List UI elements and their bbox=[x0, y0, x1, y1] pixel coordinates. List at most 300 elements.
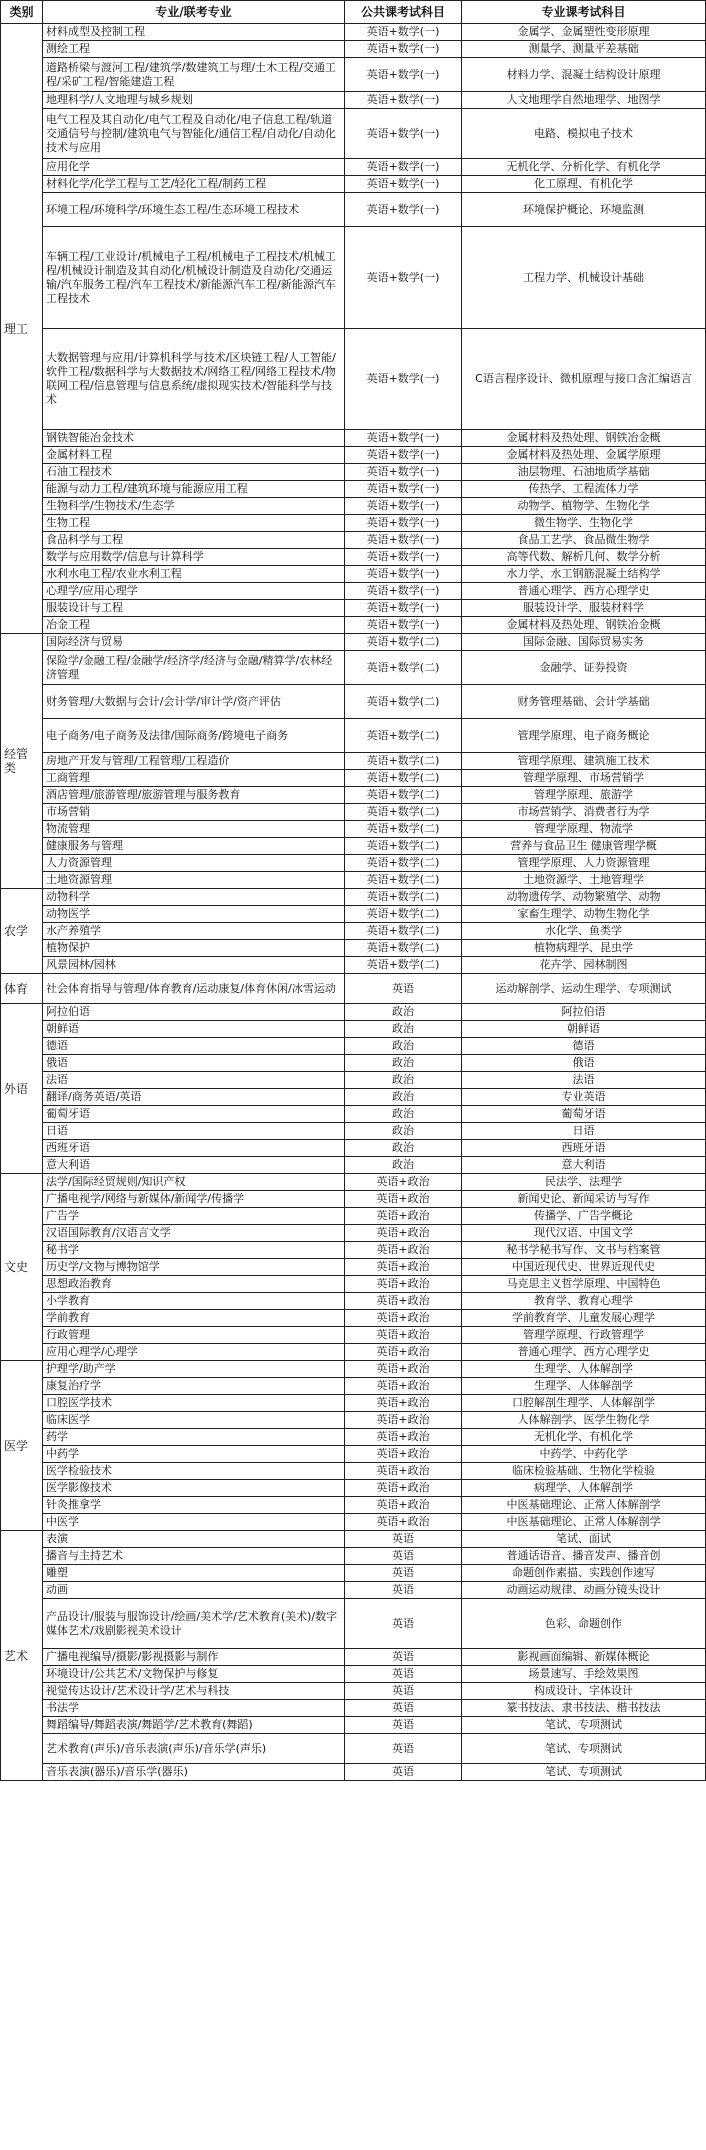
table-row bbox=[1, 1242, 706, 1259]
public-subjects-cell: 政治 bbox=[345, 1106, 462, 1123]
major-cell: 德语 bbox=[43, 1038, 345, 1055]
table-row bbox=[1, 617, 706, 634]
table-row bbox=[1, 1072, 706, 1089]
major-cell: 服装设计与工程 bbox=[43, 600, 345, 617]
major-cell: 表演 bbox=[43, 1531, 345, 1548]
public-subjects-cell: 英语+数学(一) bbox=[345, 600, 462, 617]
table-row bbox=[1, 1327, 706, 1344]
table-row bbox=[1, 58, 706, 92]
table-row bbox=[1, 1378, 706, 1395]
public-subjects-cell: 英语+数学(一) bbox=[345, 176, 462, 193]
major-cell: 法语 bbox=[43, 1072, 345, 1089]
table-row bbox=[1, 1480, 706, 1497]
table-row bbox=[1, 838, 706, 855]
professional-subjects-cell: 中国近现代史、世界近现代史 bbox=[462, 1259, 706, 1276]
professional-subjects-cell: 笔试、专项测试 bbox=[462, 1717, 706, 1734]
table-row bbox=[1, 1191, 706, 1208]
major-cell: 健康服务与管理 bbox=[43, 838, 345, 855]
table-row bbox=[1, 109, 706, 159]
public-subjects-cell: 英语+数学(二) bbox=[345, 906, 462, 923]
public-subjects-cell: 英语+数学(二) bbox=[345, 923, 462, 940]
public-subjects-cell: 英语+政治 bbox=[345, 1480, 462, 1497]
professional-subjects-cell: 环境保护概论、环境监测 bbox=[462, 193, 706, 227]
professional-subjects-cell: 测量学、测量平差基础 bbox=[462, 41, 706, 58]
public-subjects-cell: 英语+政治 bbox=[345, 1327, 462, 1344]
table-row bbox=[1, 753, 706, 770]
major-cell: 艺术教育(声乐)/音乐表演(声乐)/音乐学(声乐) bbox=[43, 1734, 345, 1764]
public-subjects-cell: 政治 bbox=[345, 1123, 462, 1140]
table-row bbox=[1, 1582, 706, 1599]
major-cell: 针灸推拿学 bbox=[43, 1497, 345, 1514]
public-subjects-cell: 英语 bbox=[345, 1599, 462, 1649]
major-cell: 人力资源管理 bbox=[43, 855, 345, 872]
professional-subjects-cell: 管理学原理、旅游学 bbox=[462, 787, 706, 804]
major-cell: 大数据管理与应用/计算机科学与技术/区块链工程/人工智能/软件工程/数据科学与大数据技术/网络工程/网络工程技术/物联网工程/信息管理与信息系统/虚拟现实技术/智能科学与技术 bbox=[43, 329, 345, 430]
table-row bbox=[1, 583, 706, 600]
public-subjects-cell: 英语+数学(二) bbox=[345, 651, 462, 685]
major-cell: 中医学 bbox=[43, 1514, 345, 1531]
table-row bbox=[1, 193, 706, 227]
professional-subjects-cell: 管理学原理、物流学 bbox=[462, 821, 706, 838]
professional-subjects-cell: 人体解剖学、医学生物化学 bbox=[462, 1412, 706, 1429]
professional-subjects-cell: 运动解剖学、运动生理学、专项测试 bbox=[462, 974, 706, 1004]
professional-subjects-cell: 法语 bbox=[462, 1072, 706, 1089]
public-subjects-cell: 英语+数学(一) bbox=[345, 193, 462, 227]
major-cell: 产品设计/服装与服饰设计/绘画/美术学/艺术教育(美术)/数字媒体艺术/戏剧影视美术设计 bbox=[43, 1599, 345, 1649]
public-subjects-cell: 英语 bbox=[345, 1548, 462, 1565]
table-row bbox=[1, 1649, 706, 1666]
table-row bbox=[1, 1344, 706, 1361]
public-subjects-cell: 英语+政治 bbox=[345, 1463, 462, 1480]
public-subjects-cell: 英语+数学(二) bbox=[345, 719, 462, 753]
table-row bbox=[1, 1717, 706, 1734]
major-cell: 法学/国际经贸规则/知识产权 bbox=[43, 1174, 345, 1191]
category-cell: 医学 bbox=[1, 1361, 43, 1531]
public-subjects-cell: 政治 bbox=[345, 1157, 462, 1174]
table-row bbox=[1, 566, 706, 583]
major-cell: 广告学 bbox=[43, 1208, 345, 1225]
professional-subjects-cell: 管理学原理、行政管理学 bbox=[462, 1327, 706, 1344]
public-subjects-cell: 英语+数学(二) bbox=[345, 940, 462, 957]
public-subjects-cell: 英语+数学(一) bbox=[345, 227, 462, 329]
professional-subjects-cell: 植物病理学、昆虫学 bbox=[462, 940, 706, 957]
major-cell: 社会体育指导与管理/体育教育/运动康复/体育休闲/冰雪运动 bbox=[43, 974, 345, 1004]
major-cell: 视觉传达设计/艺术设计学/艺术与科技 bbox=[43, 1683, 345, 1700]
public-subjects-cell: 英语+数学(二) bbox=[345, 634, 462, 651]
major-cell: 俄语 bbox=[43, 1055, 345, 1072]
professional-subjects-cell: 动物遗传学、动物繁殖学、动物 bbox=[462, 889, 706, 906]
public-subjects-cell: 英语+政治 bbox=[345, 1310, 462, 1327]
professional-subjects-cell: 管理学原理、电子商务概论 bbox=[462, 719, 706, 753]
public-subjects-cell: 英语+数学(一) bbox=[345, 329, 462, 430]
major-cell: 能源与动力工程/建筑环境与能源应用工程 bbox=[43, 481, 345, 498]
public-subjects-cell: 英语 bbox=[345, 1666, 462, 1683]
professional-subjects-cell: 财务管理基础、会计学基础 bbox=[462, 685, 706, 719]
professional-subjects-cell: 笔试、面试 bbox=[462, 1531, 706, 1548]
table-row bbox=[1, 1412, 706, 1429]
table-row bbox=[1, 770, 706, 787]
major-cell: 石油工程技术 bbox=[43, 464, 345, 481]
table-row bbox=[1, 1548, 706, 1565]
major-cell: 材料成型及控制工程 bbox=[43, 24, 345, 41]
professional-subjects-cell: 金属材料及热处理、金属学原理 bbox=[462, 447, 706, 464]
public-subjects-cell: 英语+数学(一) bbox=[345, 532, 462, 549]
public-subjects-cell: 英语+数学(二) bbox=[345, 957, 462, 974]
table-row bbox=[1, 329, 706, 430]
table-row bbox=[1, 1055, 706, 1072]
professional-subjects-cell: 学前教育学、儿童发展心理学 bbox=[462, 1310, 706, 1327]
major-cell: 道路桥梁与渡河工程/建筑学/数建筑工与理/土木工程/交通工程/采矿工程/智能建造工程 bbox=[43, 58, 345, 92]
table-row bbox=[1, 821, 706, 838]
table-row bbox=[1, 634, 706, 651]
table-row bbox=[1, 1123, 706, 1140]
table-row bbox=[1, 24, 706, 41]
major-cell: 秘书学 bbox=[43, 1242, 345, 1259]
professional-subjects-cell: 管理学原理、市场营销学 bbox=[462, 770, 706, 787]
major-cell: 生物工程 bbox=[43, 515, 345, 532]
professional-subjects-cell: 临床检验基础、生物化学检验 bbox=[462, 1463, 706, 1480]
major-cell: 康复治疗学 bbox=[43, 1378, 345, 1395]
table-row bbox=[1, 1361, 706, 1378]
table-row bbox=[1, 1276, 706, 1293]
table-row bbox=[1, 1293, 706, 1310]
professional-subjects-cell: 材料力学、混凝土结构设计原理 bbox=[462, 58, 706, 92]
public-subjects-cell: 英语+数学(二) bbox=[345, 872, 462, 889]
public-subjects-cell: 英语+政治 bbox=[345, 1191, 462, 1208]
professional-subjects-cell: 意大利语 bbox=[462, 1157, 706, 1174]
category-cell: 体育 bbox=[1, 974, 43, 1004]
public-subjects-cell: 英语+政治 bbox=[345, 1276, 462, 1293]
public-subjects-cell: 英语+数学(二) bbox=[345, 838, 462, 855]
professional-subjects-cell: 管理学原理、建筑施工技术 bbox=[462, 753, 706, 770]
professional-subjects-cell: 篆书技法、隶书技法、楷书技法 bbox=[462, 1700, 706, 1717]
professional-subjects-cell: 葡萄牙语 bbox=[462, 1106, 706, 1123]
public-subjects-cell: 英语+数学(二) bbox=[345, 804, 462, 821]
major-cell: 电子商务/电子商务及法律/国际商务/跨境电子商务 bbox=[43, 719, 345, 753]
table-row bbox=[1, 804, 706, 821]
table-row bbox=[1, 481, 706, 498]
public-subjects-cell: 英语+政治 bbox=[345, 1514, 462, 1531]
major-cell: 生物科学/生物技术/生态学 bbox=[43, 498, 345, 515]
public-subjects-cell: 英语+数学(一) bbox=[345, 617, 462, 634]
table-row bbox=[1, 1683, 706, 1700]
major-cell: 酒店管理/旅游管理/旅游管理与服务教育 bbox=[43, 787, 345, 804]
professional-subjects-cell: 金属材料及热处理、钢铁冶金概 bbox=[462, 617, 706, 634]
professional-subjects-cell: 动物学、植物学、生物化学 bbox=[462, 498, 706, 515]
table-row bbox=[1, 1038, 706, 1055]
table-row bbox=[1, 889, 706, 906]
professional-subjects-cell: 阿拉伯语 bbox=[462, 1004, 706, 1021]
professional-subjects-cell: 电路、模拟电子技术 bbox=[462, 109, 706, 159]
public-subjects-cell: 英语+数学(一) bbox=[345, 515, 462, 532]
major-cell: 学前教育 bbox=[43, 1310, 345, 1327]
public-subjects-cell: 英语+政治 bbox=[345, 1429, 462, 1446]
public-subjects-cell: 英语+政治 bbox=[345, 1446, 462, 1463]
public-subjects-cell: 英语 bbox=[345, 1734, 462, 1764]
professional-subjects-cell: 普通心理学、西方心理学史 bbox=[462, 1344, 706, 1361]
professional-subjects-cell: 国际金融、国际贸易实务 bbox=[462, 634, 706, 651]
public-subjects-cell: 英语+数学(二) bbox=[345, 855, 462, 872]
public-subjects-cell: 英语 bbox=[345, 1565, 462, 1582]
professional-subjects-cell: 影视画面编辑、新媒体概论 bbox=[462, 1649, 706, 1666]
category-cell: 理工 bbox=[1, 24, 43, 634]
table-row bbox=[1, 974, 706, 1004]
public-subjects-cell: 政治 bbox=[345, 1038, 462, 1055]
table-row bbox=[1, 1700, 706, 1717]
professional-subjects-cell: 场景速写、手绘效果图 bbox=[462, 1666, 706, 1683]
major-cell: 小学教育 bbox=[43, 1293, 345, 1310]
public-subjects-cell: 政治 bbox=[345, 1055, 462, 1072]
public-subjects-cell: 英语 bbox=[345, 1683, 462, 1700]
major-cell: 冶金工程 bbox=[43, 617, 345, 634]
major-cell: 市场营销 bbox=[43, 804, 345, 821]
professional-subjects-cell: 传热学、工程流体力学 bbox=[462, 481, 706, 498]
public-subjects-cell: 英语+政治 bbox=[345, 1259, 462, 1276]
professional-subjects-cell: 生理学、人体解剖学 bbox=[462, 1378, 706, 1395]
header-major: 专业/联考专业 bbox=[43, 1, 345, 24]
professional-subjects-cell: 管理学原理、人力资源管理 bbox=[462, 855, 706, 872]
professional-subjects-cell: C语言程序设计、微机原理与接口含汇编语言 bbox=[462, 329, 706, 430]
major-cell: 中药学 bbox=[43, 1446, 345, 1463]
major-cell: 国际经济与贸易 bbox=[43, 634, 345, 651]
major-cell: 口腔医学技术 bbox=[43, 1395, 345, 1412]
major-cell: 动物科学 bbox=[43, 889, 345, 906]
table-row bbox=[1, 940, 706, 957]
professional-subjects-cell: 服装设计学、服装材料学 bbox=[462, 600, 706, 617]
table-row bbox=[1, 1004, 706, 1021]
public-subjects-cell: 英语+政治 bbox=[345, 1344, 462, 1361]
major-cell: 医学影像技术 bbox=[43, 1480, 345, 1497]
major-cell: 保险学/金融工程/金融学/经济学/经济与金融/精算学/农林经济管理 bbox=[43, 651, 345, 685]
public-subjects-cell: 英语 bbox=[345, 1582, 462, 1599]
professional-subjects-cell: 水化学、鱼类学 bbox=[462, 923, 706, 940]
public-subjects-cell: 英语+数学(一) bbox=[345, 464, 462, 481]
table-row bbox=[1, 1463, 706, 1480]
major-cell: 环境设计/公共艺术/文物保护与修复 bbox=[43, 1666, 345, 1683]
major-cell: 环境工程/环境科学/环境生态工程/生态环境工程技术 bbox=[43, 193, 345, 227]
table-row bbox=[1, 1531, 706, 1548]
professional-subjects-cell: 中医基础理论、正常人体解剖学 bbox=[462, 1497, 706, 1514]
professional-subjects-cell: 德语 bbox=[462, 1038, 706, 1055]
public-subjects-cell: 英语+数学(一) bbox=[345, 109, 462, 159]
professional-subjects-cell: 工程力学、机械设计基础 bbox=[462, 227, 706, 329]
public-subjects-cell: 英语+数学(一) bbox=[345, 41, 462, 58]
major-cell: 思想政治教育 bbox=[43, 1276, 345, 1293]
table-row bbox=[1, 498, 706, 515]
table-row bbox=[1, 1446, 706, 1463]
table-row bbox=[1, 464, 706, 481]
professional-subjects-cell: 民法学、法理学 bbox=[462, 1174, 706, 1191]
public-subjects-cell: 英语+政治 bbox=[345, 1242, 462, 1259]
public-subjects-cell: 政治 bbox=[345, 1072, 462, 1089]
public-subjects-cell: 英语+政治 bbox=[345, 1395, 462, 1412]
professional-subjects-cell: 无机化学、有机化学 bbox=[462, 1429, 706, 1446]
public-subjects-cell: 英语+数学(一) bbox=[345, 447, 462, 464]
table-row bbox=[1, 447, 706, 464]
professional-subjects-cell: 金融学、证券投资 bbox=[462, 651, 706, 685]
table-body bbox=[1, 24, 706, 1781]
public-subjects-cell: 英语+政治 bbox=[345, 1208, 462, 1225]
professional-subjects-cell: 新闻史论、新闻采访与写作 bbox=[462, 1191, 706, 1208]
professional-subjects-cell: 金属材料及热处理、钢铁冶金概 bbox=[462, 430, 706, 447]
major-cell: 植物保护 bbox=[43, 940, 345, 957]
professional-subjects-cell: 中药学、中药化学 bbox=[462, 1446, 706, 1463]
professional-subjects-cell: 专业英语 bbox=[462, 1089, 706, 1106]
major-cell: 材料化学/化学工程与工艺/轻化工程/制药工程 bbox=[43, 176, 345, 193]
table-row bbox=[1, 1208, 706, 1225]
table-row bbox=[1, 532, 706, 549]
public-subjects-cell: 英语+政治 bbox=[345, 1361, 462, 1378]
public-subjects-cell: 英语 bbox=[345, 1700, 462, 1717]
public-subjects-cell: 政治 bbox=[345, 1021, 462, 1038]
table-row bbox=[1, 1106, 706, 1123]
public-subjects-cell: 英语+政治 bbox=[345, 1293, 462, 1310]
professional-subjects-cell: 笔试、专项测试 bbox=[462, 1764, 706, 1781]
table-row bbox=[1, 1734, 706, 1764]
major-cell: 播音与主持艺术 bbox=[43, 1548, 345, 1565]
table-row bbox=[1, 923, 706, 940]
table-row bbox=[1, 1021, 706, 1038]
professional-subjects-cell: 色彩、命题创作 bbox=[462, 1599, 706, 1649]
category-cell: 经管类 bbox=[1, 634, 43, 889]
public-subjects-cell: 英语+数学(一) bbox=[345, 566, 462, 583]
major-cell: 测绘工程 bbox=[43, 41, 345, 58]
professional-subjects-cell: 家畜生理学、动物生物化学 bbox=[462, 906, 706, 923]
professional-subjects-cell: 水力学、水工钢筋混凝土结构学 bbox=[462, 566, 706, 583]
major-cell: 广播电视编导/摄影/影视摄影与制作 bbox=[43, 1649, 345, 1666]
major-cell: 日语 bbox=[43, 1123, 345, 1140]
major-cell: 地理科学/人文地理与城乡规划 bbox=[43, 92, 345, 109]
professional-subjects-cell: 构成设计、字体设计 bbox=[462, 1683, 706, 1700]
public-subjects-cell: 英语+数学(一) bbox=[345, 159, 462, 176]
category-cell: 外语 bbox=[1, 1004, 43, 1174]
public-subjects-cell: 英语+数学(二) bbox=[345, 889, 462, 906]
public-subjects-cell: 英语+政治 bbox=[345, 1412, 462, 1429]
major-cell: 心理学/应用心理学 bbox=[43, 583, 345, 600]
major-cell: 食品科学与工程 bbox=[43, 532, 345, 549]
public-subjects-cell: 英语 bbox=[345, 1531, 462, 1548]
professional-subjects-cell: 现代汉语、中国文学 bbox=[462, 1225, 706, 1242]
professional-subjects-cell: 朝鲜语 bbox=[462, 1021, 706, 1038]
professional-subjects-cell: 高等代数、解析几何、数学分析 bbox=[462, 549, 706, 566]
category-cell: 文史 bbox=[1, 1174, 43, 1361]
professional-subjects-cell: 马克思主义哲学原理、中国特色 bbox=[462, 1276, 706, 1293]
major-cell: 舞蹈编导/舞蹈表演/舞蹈学/艺术教育(舞蹈) bbox=[43, 1717, 345, 1734]
table-row bbox=[1, 1310, 706, 1327]
major-cell: 历史学/文物与博物馆学 bbox=[43, 1259, 345, 1276]
professional-subjects-cell: 食品工艺学、食品微生物学 bbox=[462, 532, 706, 549]
table-row bbox=[1, 176, 706, 193]
public-subjects-cell: 政治 bbox=[345, 1089, 462, 1106]
major-cell: 水利水电工程/农业水利工程 bbox=[43, 566, 345, 583]
professional-subjects-cell: 日语 bbox=[462, 1123, 706, 1140]
public-subjects-cell: 英语+数学(二) bbox=[345, 753, 462, 770]
table-row bbox=[1, 549, 706, 566]
major-cell: 护理学/助产学 bbox=[43, 1361, 345, 1378]
table-row bbox=[1, 41, 706, 58]
table-row bbox=[1, 1225, 706, 1242]
major-cell: 朝鲜语 bbox=[43, 1021, 345, 1038]
header-row bbox=[1, 1, 706, 24]
table-row bbox=[1, 1089, 706, 1106]
professional-subjects-cell: 营养与食品卫生 健康管理学概 bbox=[462, 838, 706, 855]
table-row bbox=[1, 787, 706, 804]
table-row bbox=[1, 1174, 706, 1191]
public-subjects-cell: 英语+数学(一) bbox=[345, 549, 462, 566]
table-row bbox=[1, 92, 706, 109]
professional-subjects-cell: 普通话语音、播音发声、播音创 bbox=[462, 1548, 706, 1565]
table-row bbox=[1, 1764, 706, 1781]
professional-subjects-cell: 无机化学、分析化学、有机化学 bbox=[462, 159, 706, 176]
professional-subjects-cell: 动画运动规律、动画分镜头设计 bbox=[462, 1582, 706, 1599]
major-cell: 音乐表演(器乐)/音乐学(器乐) bbox=[43, 1764, 345, 1781]
major-cell: 电气工程及其自动化/电气工程及自动化/电子信息工程/轨道交通信号与控制/建筑电气与智能化/通信工程/自动化/自动化技术与应用 bbox=[43, 109, 345, 159]
table-row bbox=[1, 600, 706, 617]
header-category: 类别 bbox=[1, 1, 43, 24]
table-row bbox=[1, 906, 706, 923]
professional-subjects-cell: 传播学、广告学概论 bbox=[462, 1208, 706, 1225]
public-subjects-cell: 政治 bbox=[345, 1004, 462, 1021]
professional-subjects-cell: 普通心理学、西方心理学史 bbox=[462, 583, 706, 600]
major-cell: 财务管理/大数据与会计/会计学/审计学/资产评估 bbox=[43, 685, 345, 719]
major-cell: 工商管理 bbox=[43, 770, 345, 787]
major-cell: 土地资源管理 bbox=[43, 872, 345, 889]
public-subjects-cell: 政治 bbox=[345, 1140, 462, 1157]
professional-subjects-cell: 西班牙语 bbox=[462, 1140, 706, 1157]
public-subjects-cell: 英语+政治 bbox=[345, 1174, 462, 1191]
major-cell: 临床医学 bbox=[43, 1412, 345, 1429]
public-subjects-cell: 英语+数学(一) bbox=[345, 58, 462, 92]
table-row bbox=[1, 957, 706, 974]
public-subjects-cell: 英语+政治 bbox=[345, 1225, 462, 1242]
professional-subjects-cell: 命题创作素描、实践创作速写 bbox=[462, 1565, 706, 1582]
table-row bbox=[1, 1140, 706, 1157]
table-row bbox=[1, 1565, 706, 1582]
major-cell: 物流管理 bbox=[43, 821, 345, 838]
major-cell: 动画 bbox=[43, 1582, 345, 1599]
major-cell: 汉语国际教育/汉语言文学 bbox=[43, 1225, 345, 1242]
public-subjects-cell: 英语+数学(一) bbox=[345, 498, 462, 515]
professional-subjects-cell: 中医基础理论、正常人体解剖学 bbox=[462, 1514, 706, 1531]
table-row bbox=[1, 855, 706, 872]
public-subjects-cell: 英语+数学(二) bbox=[345, 821, 462, 838]
header-professional-subjects: 专业课考试科目 bbox=[462, 1, 706, 24]
public-subjects-cell: 英语 bbox=[345, 1717, 462, 1734]
table-row bbox=[1, 1157, 706, 1174]
public-subjects-cell: 英语+数学(一) bbox=[345, 481, 462, 498]
major-cell: 药学 bbox=[43, 1429, 345, 1446]
major-cell: 车辆工程/工业设计/机械电子工程/机械电子工程技术/机械工程/机械设计制造及其自动化/机械设计制造及自动化/交通运输/汽车服务工程/汽车工程技术/新能源汽车工程/新能源汽车工程技术 bbox=[43, 227, 345, 329]
professional-subjects-cell: 金属学、金属塑性变形原理 bbox=[462, 24, 706, 41]
public-subjects-cell: 英语+政治 bbox=[345, 1378, 462, 1395]
public-subjects-cell: 英语+数学(二) bbox=[345, 770, 462, 787]
table-row bbox=[1, 1497, 706, 1514]
table-row bbox=[1, 159, 706, 176]
professional-subjects-cell: 俄语 bbox=[462, 1055, 706, 1072]
public-subjects-cell: 英语 bbox=[345, 1764, 462, 1781]
major-cell: 风景园林/园林 bbox=[43, 957, 345, 974]
table-row bbox=[1, 1395, 706, 1412]
major-cell: 房地产开发与管理/工程管理/工程造价 bbox=[43, 753, 345, 770]
major-cell: 西班牙语 bbox=[43, 1140, 345, 1157]
category-cell: 艺术 bbox=[1, 1531, 43, 1781]
table-row bbox=[1, 430, 706, 447]
public-subjects-cell: 英语+政治 bbox=[345, 1497, 462, 1514]
table-row bbox=[1, 1259, 706, 1276]
professional-subjects-cell: 生理学、人体解剖学 bbox=[462, 1361, 706, 1378]
major-cell: 动物医学 bbox=[43, 906, 345, 923]
major-cell: 行政管理 bbox=[43, 1327, 345, 1344]
